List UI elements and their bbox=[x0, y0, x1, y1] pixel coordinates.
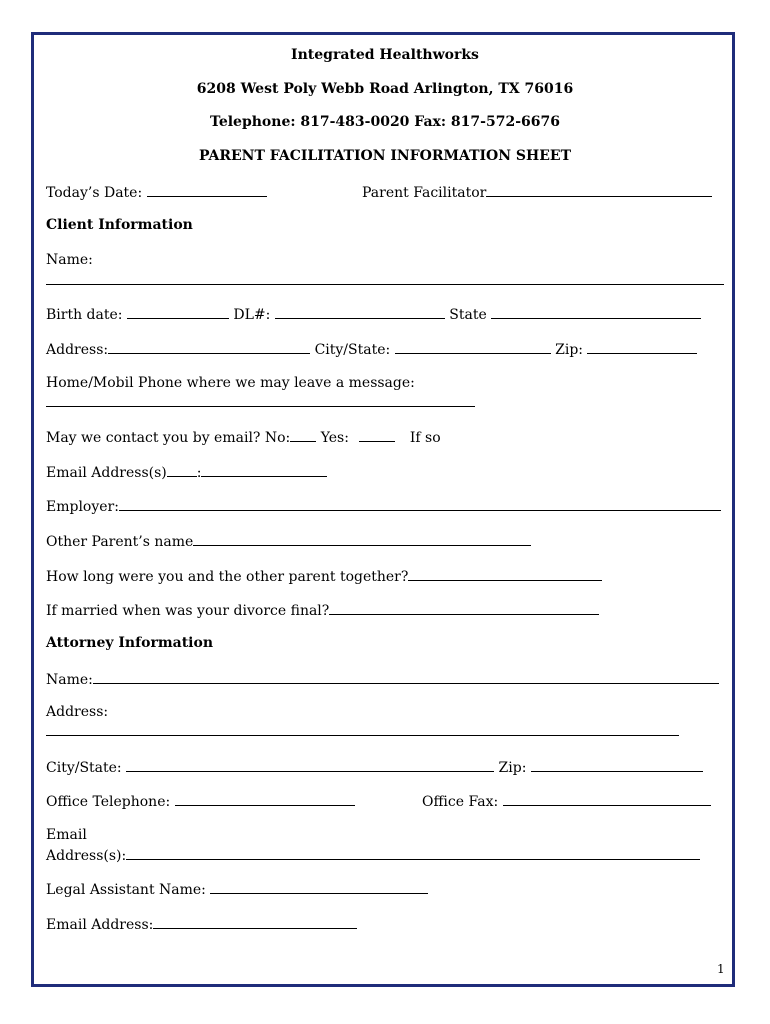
divorce-row bbox=[46, 601, 599, 619]
how-long-row bbox=[46, 567, 602, 585]
attorney-email-row bbox=[46, 846, 700, 864]
attorney-email-line[interactable] bbox=[126, 846, 700, 860]
todays-date-label: Today’s Date: bbox=[46, 185, 143, 201]
state-label: State bbox=[449, 307, 487, 323]
org-address: 6208 West Poly Webb Road Arlington, TX 76016 bbox=[196, 81, 574, 97]
home-phone-label: Home/Mobil Phone where we may leave a message: bbox=[46, 375, 415, 391]
birth-date-label: Birth date: bbox=[46, 307, 123, 323]
dl-line[interactable] bbox=[275, 305, 445, 319]
attorney-name-line[interactable] bbox=[93, 670, 719, 684]
office-fax-row bbox=[422, 792, 711, 810]
office-phone-label: Office Telephone: bbox=[46, 794, 171, 810]
parent-facilitator-line[interactable] bbox=[486, 183, 712, 197]
la-email-row bbox=[46, 915, 357, 933]
other-parent-line[interactable] bbox=[193, 532, 531, 546]
other-parent-label: Other Parent’s name bbox=[46, 534, 194, 550]
office-phone-row bbox=[46, 792, 355, 810]
contact-email-row bbox=[46, 428, 441, 446]
attorney-address-line[interactable] bbox=[46, 735, 679, 736]
divorce-final-label: If married when was your divorce final? bbox=[46, 603, 330, 619]
attorney-zip-label: Zip: bbox=[498, 760, 527, 776]
attorney-city-row bbox=[46, 758, 703, 776]
address-label: Address: bbox=[46, 342, 109, 358]
page-number: 1 bbox=[717, 962, 725, 976]
how-long-line[interactable] bbox=[408, 567, 602, 581]
state-line[interactable] bbox=[491, 305, 701, 319]
email-address-colon: : bbox=[196, 465, 202, 481]
attorney-email-label-1: Email bbox=[46, 827, 87, 843]
client-name-label: Name: bbox=[46, 252, 93, 268]
email-no-line[interactable] bbox=[290, 428, 316, 442]
email-address-label: Email Address(s) bbox=[46, 465, 167, 481]
zip-label: Zip: bbox=[555, 342, 583, 358]
legal-assistant-row bbox=[46, 880, 428, 898]
org-name: Integrated Healthworks bbox=[291, 47, 479, 63]
city-state-line[interactable] bbox=[395, 340, 551, 354]
office-phone-line[interactable] bbox=[175, 792, 355, 806]
divorce-final-line[interactable] bbox=[329, 601, 599, 615]
email-address-short-line[interactable] bbox=[167, 463, 197, 477]
employer-line[interactable] bbox=[119, 497, 721, 511]
attorney-address-label: Address: bbox=[46, 704, 109, 720]
office-fax-line[interactable] bbox=[503, 792, 711, 806]
address-row bbox=[46, 340, 697, 358]
employer-row bbox=[46, 497, 721, 515]
la-email-line[interactable] bbox=[153, 915, 357, 929]
email-address-row bbox=[46, 463, 327, 481]
birth-date-line[interactable] bbox=[127, 305, 229, 319]
client-section-heading: Client Information bbox=[46, 217, 193, 233]
dl-label: DL#: bbox=[233, 307, 271, 323]
other-parent-row bbox=[46, 532, 531, 550]
office-fax-label: Office Fax: bbox=[422, 794, 499, 810]
home-phone-line[interactable] bbox=[46, 406, 475, 407]
email-yes-label: Yes: bbox=[320, 430, 349, 446]
legal-assistant-label: Legal Assistant Name: bbox=[46, 882, 206, 898]
how-long-label: How long were you and the other parent together? bbox=[46, 569, 409, 585]
attorney-city-state-label: City/State: bbox=[46, 760, 122, 776]
address-line[interactable] bbox=[108, 340, 310, 354]
attorney-city-state-line[interactable] bbox=[126, 758, 494, 772]
attorney-name-row bbox=[46, 670, 719, 688]
client-name-line[interactable] bbox=[46, 284, 724, 285]
attorney-zip-line[interactable] bbox=[531, 758, 703, 772]
org-phone-fax: Telephone: 817-483-0020 Fax: 817-572-6676 bbox=[210, 114, 560, 130]
todays-date-row bbox=[46, 183, 267, 201]
attorney-section-heading: Attorney Information bbox=[46, 635, 214, 651]
form-title: PARENT FACILITATION INFORMATION SHEET bbox=[198, 148, 572, 164]
employer-label: Employer: bbox=[46, 499, 119, 515]
birth-row bbox=[46, 305, 701, 323]
todays-date-line[interactable] bbox=[147, 183, 267, 197]
parent-facilitator-row bbox=[362, 183, 712, 201]
contact-email-label: May we contact you by email? No: bbox=[46, 430, 291, 446]
attorney-email-label-2: Address(s): bbox=[46, 848, 127, 864]
city-state-label: City/State: bbox=[314, 342, 391, 358]
legal-assistant-line[interactable] bbox=[210, 880, 428, 894]
if-so-label: If so bbox=[409, 430, 441, 446]
email-yes-line[interactable] bbox=[359, 428, 395, 442]
parent-facilitator-label: Parent Facilitator bbox=[362, 185, 487, 201]
email-address-line[interactable] bbox=[201, 463, 327, 477]
zip-line[interactable] bbox=[587, 340, 697, 354]
attorney-name-label: Name: bbox=[46, 672, 93, 688]
la-email-label: Email Address: bbox=[46, 917, 154, 933]
